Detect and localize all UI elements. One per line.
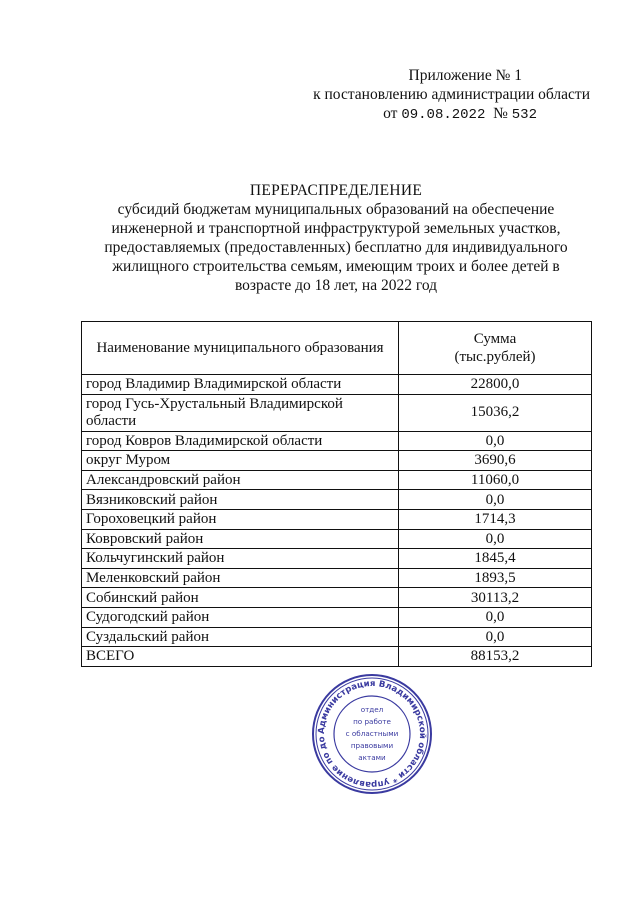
table-row xyxy=(82,431,592,451)
title-line: предоставляемых (предоставленных) бесплатно для индивидуального xyxy=(104,239,568,256)
row-name: Меленковский район xyxy=(82,568,399,588)
table-row xyxy=(82,588,592,608)
table-row xyxy=(82,490,592,510)
row-sum: 0,0 xyxy=(399,431,592,451)
header-sum xyxy=(399,322,592,375)
row-name: Суздальский район xyxy=(82,627,399,647)
row-sum: 30113,2 xyxy=(399,588,592,608)
header-sum-unit: (тыс.рублей) xyxy=(454,349,536,365)
svg-text:актами: актами xyxy=(358,753,386,762)
decree-date: 09.08.2022 xyxy=(401,107,486,123)
stamp-seal xyxy=(310,672,434,796)
table-row xyxy=(82,470,592,490)
header-name: Наименование муниципального образования xyxy=(82,322,399,375)
svg-text:Администрация Владимирской обл: Администрация Владимирской области * управление по до xyxy=(316,678,428,790)
total-sum: 88153,2 xyxy=(399,647,592,667)
row-sum: 3690,6 xyxy=(399,451,592,471)
document-title xyxy=(80,181,592,295)
svg-text:правовыми: правовыми xyxy=(350,741,394,750)
row-name: город Гусь-Хрустальный Владимирской области xyxy=(82,394,399,431)
row-name: Ковровский район xyxy=(82,529,399,549)
appendix-number: Приложение № 1 xyxy=(408,67,522,84)
row-name: Собинский район xyxy=(82,588,399,608)
table-header-row xyxy=(82,322,592,375)
svg-text:с областными: с областными xyxy=(345,729,399,738)
title-line: жилищного строительства семьям, имеющим троих и более детей в xyxy=(112,258,560,275)
row-sum: 22800,0 xyxy=(399,375,592,395)
header-sum-label: Сумма xyxy=(473,331,517,347)
row-sum: 0,0 xyxy=(399,627,592,647)
table-row xyxy=(82,607,592,627)
table-row xyxy=(82,375,592,395)
table-row xyxy=(82,394,592,431)
row-sum: 0,0 xyxy=(399,529,592,549)
row-name: город Владимир Владимирской области xyxy=(82,375,399,395)
subsidy-table xyxy=(81,321,592,667)
svg-text:по работе: по работе xyxy=(353,717,391,726)
row-sum: 0,0 xyxy=(399,490,592,510)
title-line: возрасте до 18 лет, на 2022 год xyxy=(234,277,438,294)
title-heading: ПЕРЕРАСПРЕДЕЛЕНИЕ xyxy=(249,182,423,199)
row-name: Вязниковский район xyxy=(82,490,399,510)
table-row xyxy=(82,509,592,529)
total-label: ВСЕГО xyxy=(82,647,399,667)
table-row xyxy=(82,451,592,471)
row-sum: 1845,4 xyxy=(399,549,592,569)
table-row xyxy=(82,549,592,569)
decree-number: 532 xyxy=(511,107,537,123)
table-row xyxy=(82,627,592,647)
title-line: субсидий бюджетам муниципальных образований на обеспечение xyxy=(117,201,555,218)
number-prefix: № xyxy=(493,105,508,122)
row-name: Судогодский район xyxy=(82,607,399,627)
row-name: Александровский район xyxy=(82,470,399,490)
svg-text:отдел: отдел xyxy=(360,705,384,714)
row-sum: 1714,3 xyxy=(399,509,592,529)
table-row xyxy=(82,529,592,549)
row-name: Гороховецкий район xyxy=(82,509,399,529)
table-total-row xyxy=(82,647,592,667)
appendix-header xyxy=(270,66,590,125)
appendix-date-line xyxy=(270,104,590,125)
table-row xyxy=(82,568,592,588)
row-sum: 0,0 xyxy=(399,607,592,627)
row-sum: 1893,5 xyxy=(399,568,592,588)
row-name: округ Муром xyxy=(82,451,399,471)
row-sum: 11060,0 xyxy=(399,470,592,490)
row-name: Кольчугинский район xyxy=(82,549,399,569)
row-name: город Ковров Владимирской области xyxy=(82,431,399,451)
official-stamp xyxy=(310,672,434,796)
date-prefix: от xyxy=(383,105,398,122)
appendix-reference: к постановлению администрации области xyxy=(313,86,590,103)
title-line: инженерной и транспортной инфраструктурой земельных участков, xyxy=(111,220,561,237)
row-sum: 15036,2 xyxy=(399,394,592,431)
